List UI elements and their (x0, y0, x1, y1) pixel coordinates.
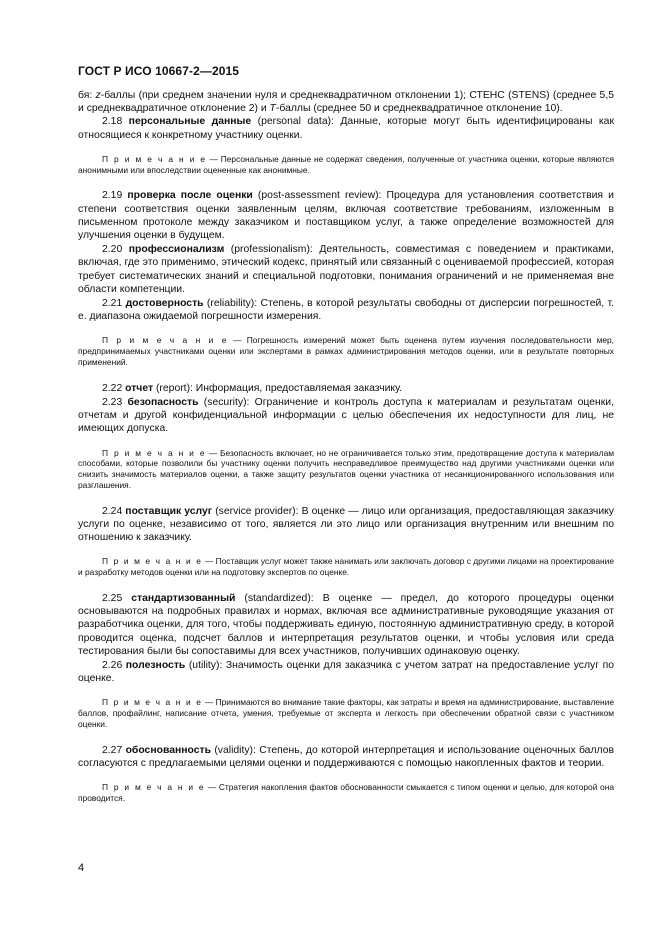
standard-header: ГОСТ Р ИСО 10667-2—2015 (78, 64, 240, 78)
definition-2-22 (78, 382, 614, 395)
definition-term: отчет (125, 382, 154, 394)
note-2-26 (78, 697, 614, 729)
definition-term: поставщик услуг (125, 505, 213, 517)
note-2-27 (78, 782, 614, 804)
intro-text: -баллы (среднее 50 и среднеквадратичное отклонение 10). (275, 103, 563, 115)
definition-text: (report): Информация, предоставляемая заказчику. (153, 382, 403, 394)
note-label: П р и м е ч а н и е (102, 447, 207, 458)
definition-term: безопасность (127, 397, 199, 409)
intro-t-letter: T (269, 103, 276, 115)
definition-number: 2.21 (102, 298, 126, 310)
definition-term: стандартизованный (131, 593, 236, 605)
note-text: — Принимаются во внимание такие факторы, как затраты и время на администрирование, выставление баллов, профайлинг, написание отчета, умения, требуемые от эксперта и легкость при обеспечении обратной связи с участником оценки. (78, 697, 614, 730)
intro-z-letter: z (95, 90, 101, 101)
definition-number: 2.25 (102, 593, 132, 605)
definition-text: (professionalism): Деятельность, совместимая с поведением и практиками, включая, где это применимо, этический кодекс, принятый или связанный с оцениваемой профессией, которая требует систематических знаний и специальной подготовки, понимания ограничений и не применяемая вне области компетенции. (78, 244, 614, 295)
definition-2-20 (78, 243, 614, 296)
definition-text: (reliability): Степень, в которой результаты свободны от дисперсии погрешностей, т. е. диапазона ожидаемой погрешности измерения. (78, 298, 614, 323)
definition-2-21 (78, 297, 614, 323)
definition-text: (validity): Степень, до которой интерпретация и использование оценочных баллов согласуются с предлагаемыми целями оценки и поддерживаются с помощью накопленных фактов и теории. (78, 744, 614, 770)
note-text: — Погрешность измерений может быть оценена путем изучения последовательности мер, предпринимаемых участниками оценки или экспертами в рамках администрирования методов оценки, или в результате повторных применений. (78, 335, 614, 368)
note-text: — Поставщик услуг может также нанимать или заключать договор с другими лицами на проектирование и разработку методов оценки или на подготовку экспертов по оценке. (78, 556, 614, 578)
note-2-23 (78, 448, 614, 491)
definition-text: (security): Ограничение и контроль доступа к материалам и результатам оценки, отчетам и другой конфиденциальной информации с целью обеспечения их недоступности для лиц, не имеющих допуска. (78, 397, 614, 435)
definition-number: 2.20 (102, 244, 129, 256)
definition-2-24 (78, 505, 614, 545)
definition-2-19 (78, 189, 614, 242)
definition-number: 2.24 (102, 505, 126, 517)
note-2-21 (78, 335, 614, 367)
note-2-24 (78, 556, 614, 578)
definition-2-18 (78, 115, 614, 141)
definition-term: достоверность (125, 298, 204, 310)
definition-term: профессионализм (128, 244, 225, 256)
definition-term: персональные данные (128, 116, 252, 128)
definition-number: 2.27 (102, 744, 126, 756)
definition-2-27 (78, 744, 614, 770)
definition-2-25 (78, 592, 614, 658)
definition-text: (utility): Значимость оценки для заказчика с учетом затрат на предоставление услуг по оценке. (78, 660, 614, 685)
definition-term: проверка после оценки (127, 190, 253, 202)
note-text: — Безопасность включает, но не ограничивается только этим, предотвращение доступа к материалам способами, которые позволили бы участнику оценки получить несправедливое преимущество над другими участниками оценки или снизить значимость материалов оценки, а также защиту результатов оценки участника от несанкционированного использования или разглашения. (78, 447, 614, 491)
definition-number: 2.23 (102, 397, 128, 409)
definition-text: (service provider): В оценке — лицо или организация, предоставляющая заказчику услуги по оценке, независимо от того, является ли это лицо или организация внутренним или внешним по отношению к заказчику. (78, 505, 614, 544)
note-label: П р и м е ч а н и е (102, 697, 203, 708)
definition-term: полезность (125, 660, 186, 672)
definition-number: 2.19 (102, 190, 128, 202)
definition-text: (personal data): Данные, которые могут быть идентифицированы как относящиеся к конкретному участнику оценки. (78, 116, 614, 141)
note-label: П р и м е ч а н и е (102, 782, 206, 793)
page-number: 4 (78, 862, 85, 874)
definition-text: (post-assessment review): Процедура для установления соответствия и степени соответствия оценки заявленным целям, включая соответствие требованиям, изложенным в письменном протоколе между заказчиком и поставщиком услуг, а также определение возможностей для улучшения оценки в будущем. (78, 190, 614, 242)
intro-text: бя: (78, 90, 96, 101)
note-label: П р и м е ч а н и е (102, 556, 203, 567)
definition-number: 2.22 (102, 382, 126, 394)
note-2-18 (78, 154, 614, 176)
definition-2-26 (78, 659, 614, 685)
note-text: — Персональные данные не содержат сведения, полученные от участника оценки, которые являются анонимными или впоследствии оцененные как анонимные. (78, 153, 614, 175)
intro-text: -баллы (при среднем значении нуля и среднеквадратичном отклонении 1); СТЕНС (STENS) (среднее 5,5 и среднеквадратичное отклонение 2) и (78, 90, 614, 115)
definition-2-23 (78, 396, 614, 436)
note-label: П р и м е ч а н и е (102, 153, 207, 164)
definition-text: (standardized): В оценке — предел, до которого процедуры оценки основываются на подробных правилах и нормах, включая все административные руководящие указания от разработчика оценки, для того, чтобы поддерживать единую, постоянную административную среду, в которой проводится оценка, подсчет баллов и интерпретация результатов оценки, и чтобы условия или среда тестирования были бы сопоставимы для всех участников, получивших одинаковую оценку. (78, 593, 614, 657)
definition-number: 2.26 (102, 660, 126, 672)
definition-term: обоснованность (125, 744, 211, 756)
intro-continuation (78, 89, 614, 115)
document-body (78, 89, 614, 804)
note-text: — Стратегия накопления фактов обоснованности смыкается с типом оценки и целью, для которой она проводится. (78, 782, 614, 804)
definition-number: 2.18 (102, 116, 129, 128)
note-label: П р и м е ч а н и е (102, 335, 228, 346)
